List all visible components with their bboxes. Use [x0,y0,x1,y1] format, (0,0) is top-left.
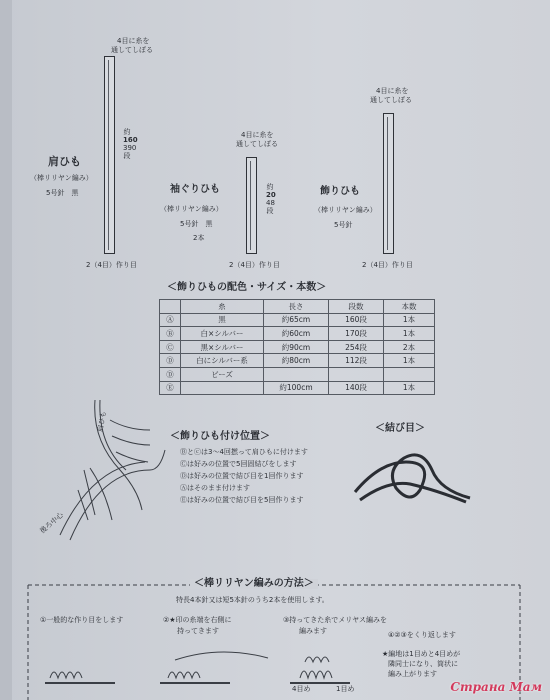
decor-method: （棒リリヤン編み） [314,206,377,214]
position-line: Ⓓは好みの位置で結び目を1回作ります [180,472,304,480]
label-4me: 4目め [292,685,311,693]
position-line: Ⓔは好みの位置で結び目を5回作ります [180,496,304,504]
method-subtitle: 特長4本針又は短5本針のうち2本を使用します。 [176,596,329,604]
decor-cast-on: 2（4目）作り目 [362,261,413,269]
table-row: Ⓒ 黒×シルバー 約90cm 254段 2本 [160,340,435,354]
armhole-count: 2本 [193,234,205,242]
position-title: ＜飾りひも付け位置＞ [170,431,270,442]
shoulder-length: 約 160 390 段 [123,128,138,160]
shoulder-title: 肩ひも [48,155,81,168]
method-step: 持ってきます [177,627,219,635]
decor-needle: 5号針 [334,221,353,229]
method-step: ②★印の糸端を右側に [163,616,232,624]
table-title: ＜飾りひもの配色・サイズ・本数＞ [167,282,327,293]
shoulder-needle: 5号針 黒 [46,189,79,197]
back-center-label: 後ろ中心 [38,511,65,536]
method-step: ★編地は1目めと4目めが [382,650,461,658]
position-line: Ⓒは好みの位置で5回固結びをします [180,460,297,468]
shoulder-cast-on: 2（4目）作り目 [86,261,137,269]
watermark-logo: Страна Мам [450,680,542,694]
decor-top-note-1: 4目に糸を [376,87,409,95]
position-line: Ⓑとⓒは3～4回撚って肩ひもに付けます [180,448,308,456]
shoulder-method: （棒リリヤン編み） [30,174,93,182]
table-row: Ⓐ 黒 約65cm 160段 1本 [160,313,435,327]
armhole-top-note-1: 4目に糸を [241,131,274,139]
decor-top-note-2: 通してしぼる [370,96,412,104]
armhole-needle: 5号針 黒 [180,220,213,228]
method-step: ④②③をくり返します [388,631,456,639]
knot-title: ＜結び目＞ [375,423,425,434]
method-step: 編み上がります [388,670,437,678]
armhole-title: 袖ぐりひも [170,184,220,195]
method-step: ③持ってきた糸でメリヤス編みを [283,616,387,624]
method-step: ①一般的な作り目をします [40,616,124,624]
method-title: ＜棒リリヤン編みの方法＞ [190,579,318,589]
armhole-top-note-2: 通してしぼる [236,140,278,148]
shoulder-top-note-1: 4目に糸を [117,37,150,45]
table-header-row: 糸 長さ 段数 本数 [160,300,435,314]
table-row: Ⓓ ビーズ [160,367,435,381]
armhole-method: （棒リリヤン編み） [160,205,223,213]
method-step: 隣同士になり、筒状に [388,660,458,668]
position-line: Ⓐはそのまま付けます [180,484,250,492]
shoulder-top-note-2: 通してしぼる [111,46,153,54]
armhole-length: 約 20 48 段 [266,183,276,215]
table-row: Ⓓ 白にシルバー系 約80cm 112段 1本 [160,354,435,368]
label-1me: 1目め [336,685,355,693]
strap-label: 肩ひも [96,410,108,433]
method-step: 編みます [299,627,327,635]
armhole-cast-on: 2（4目）作り目 [229,261,280,269]
table-row: Ⓔ 約100cm 140段 1本 [160,381,435,395]
decor-title: 飾りひも [320,186,360,197]
table-row: Ⓑ 白×シルバー 約60cm 170段 1本 [160,327,435,341]
